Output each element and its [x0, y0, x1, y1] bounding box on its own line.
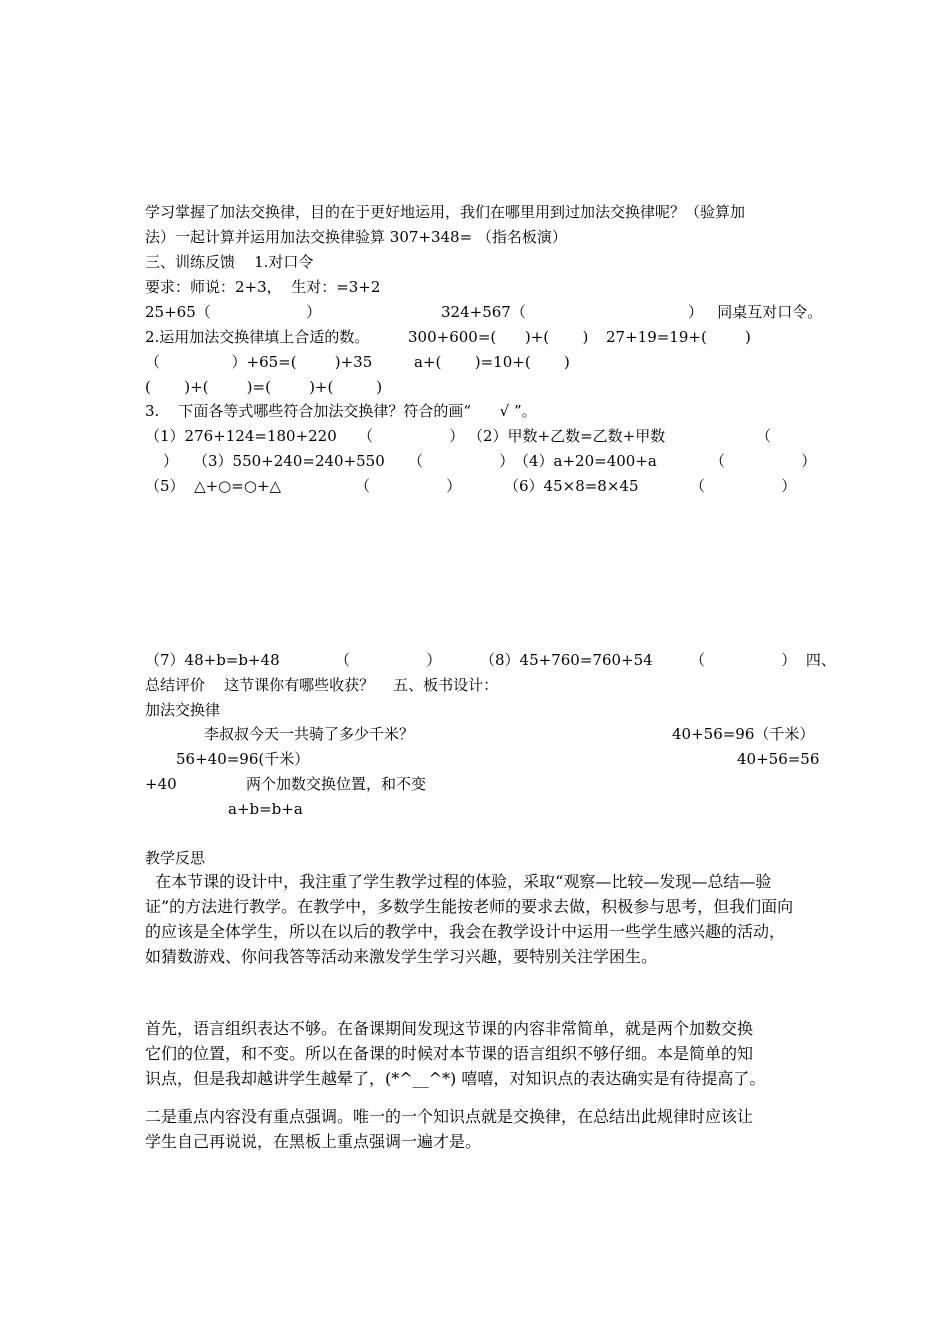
- exercise-heading: 2.运用加法交换律填上合适的数。: [145, 328, 370, 346]
- reflection-line: 的应该是全体学生，所以在以后的教学中，我会在教学设计中运用一些学生感兴趣的活动，: [145, 922, 786, 941]
- equation-item: （1）276+124=180+220: [145, 427, 337, 445]
- answer-blank: （ ）: [408, 452, 515, 470]
- exercise-item: 25+65（ ）: [145, 303, 322, 321]
- exercise-heading: 3. 下面各等式哪些符合加法交换律？符合的画“ √ ”。: [145, 402, 537, 420]
- answer-blank: （ ）: [710, 452, 817, 470]
- paragraph-line: 要求：师说：2+3， 生对：=3+2: [145, 278, 381, 296]
- reflection-line: 它们的位置，和不变。所以在备课的时候对本节课的语言组织不够仔细。本是简单的知: [145, 1044, 754, 1063]
- board-equation: 40+56=96（千米）: [672, 725, 815, 743]
- answer-blank: ）: [163, 452, 179, 470]
- section-heading: 三、训练反馈 1.对口令: [145, 253, 314, 271]
- reflection-line: 识点，但是我却越讲学生越晕了，(*^__^*) 嘻嘻，对知识点的表达确实是有待提高了。: [145, 1069, 766, 1088]
- reflection-line: 首先，语言组织表达不够。在备课期间发现这节课的内容非常简单，就是两个加数交换: [145, 1019, 754, 1038]
- equation-item: （3）550+240=240+550: [193, 452, 385, 470]
- exercise-item: 324+567（ ） 同桌互对口令。: [441, 303, 823, 321]
- board-equation: 56+40=96(千米）: [176, 750, 310, 768]
- equation-item: （6）45×8=8×45: [504, 477, 639, 495]
- paragraph-line: 法）一起计算并运用加法交换律验算 307+348= （指名板演）: [145, 228, 567, 246]
- reflection-line: 二是重点内容没有重点强调。唯一的一个知识点就是交换律，在总结出此规律时应该让: [145, 1107, 754, 1126]
- exercise-item: ( )+( )=( )+( ): [145, 378, 383, 396]
- section-heading: 总结评价 这节课你有哪些收获？ 五、板书设计：: [145, 676, 499, 694]
- equation-item: （5） △+○=○+△: [145, 477, 282, 495]
- answer-blank: （ ）: [690, 477, 797, 495]
- exercise-item: a+( )=10+( ): [414, 353, 570, 371]
- exercise-item: （ ）+65=( )+35: [145, 353, 373, 371]
- board-rule: 两个加数交换位置，和不变: [246, 775, 427, 793]
- board-equation: 40+56=56: [737, 750, 820, 768]
- reflection-line: 证”的方法进行教学。在教学中，多数学生能按老师的要求去做，积极参与思考，但我们面向: [145, 897, 794, 916]
- reflection-line: 在本节课的设计中，我注重了学生教学过程的体验，采取“观察—比较—发现—总结—验: [145, 872, 772, 891]
- paragraph-line: 学习掌握了加法交换律，目的在于更好地运用，我们在哪里用到过加法交换律呢？（验算加: [145, 203, 746, 221]
- reflection-line: 如猜数游戏、你问我答等活动来激发学生学习兴趣，要特别关注学困生。: [145, 947, 658, 966]
- answer-blank: （ ）: [335, 651, 442, 669]
- reflection-title: 教学反思: [145, 849, 206, 867]
- exercise-item: 27+19=19+( ): [606, 328, 751, 346]
- board-equation: +40: [145, 775, 177, 793]
- equation-item: （2）甲数+乙数=乙数+甲数: [468, 427, 666, 445]
- equation-item: （8）45+760=760+54: [480, 651, 653, 669]
- answer-blank: （ ）: [355, 477, 462, 495]
- equation-item: （7）48+b=b+48: [145, 651, 280, 669]
- answer-blank: （: [756, 427, 772, 445]
- answer-blank: （ ）: [358, 427, 465, 445]
- board-question: 李叔叔今天一共骑了多少千米？: [204, 725, 415, 743]
- board-title: 加法交换律: [145, 701, 221, 719]
- exercise-item: 300+600=( )+( ): [408, 328, 589, 346]
- board-formula: a+b=b+a: [228, 800, 303, 818]
- answer-blank: （ ） 四、: [690, 651, 836, 669]
- equation-item: （4）a+20=400+a: [514, 452, 657, 470]
- reflection-line: 学生自己再说说，在黑板上重点强调一遍才是。: [145, 1132, 482, 1151]
